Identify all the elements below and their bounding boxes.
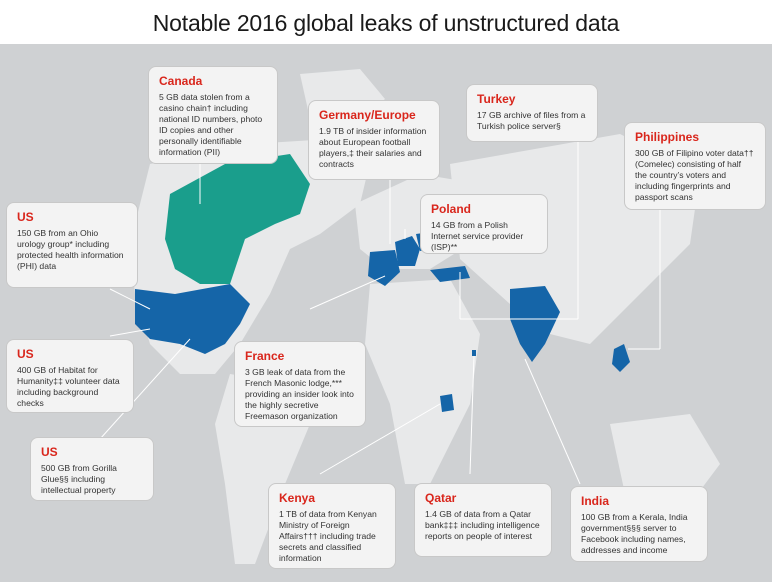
card-heading: US [17,210,34,224]
country-kenya [440,394,454,412]
card-heading: Qatar [425,491,457,505]
card-kenya [268,483,396,569]
card-body: 1 TB of data from Kenyan Ministry of Foreign Affairs††† including trade secrets and classified information [279,509,377,563]
card-heading: France [245,349,285,363]
card-heading: Turkey [477,92,516,106]
card-france [234,341,366,427]
card-heading: India [581,494,610,508]
country-turkey [430,266,470,282]
card-qatar [414,483,552,557]
land-africa [365,279,480,484]
country-qatar [472,350,476,356]
card-body: 14 GB from a Polish Internet service provider (ISP)** [431,220,524,252]
card-heading: Germany/Europe [319,108,416,122]
card-poland [420,194,548,254]
card-us-ohio [6,202,138,288]
card-philippines [624,122,766,210]
card-body: 1.9 TB of insider information about European football players,‡ their salaries and contracts [319,126,427,169]
card-body: 500 GB from Gorilla Glue§§ including intellectual property [41,463,117,495]
card-body: 300 GB of Filipino voter data†† (Comelec) consisting of half the country’s voters and including fingerprints and passport scans [635,148,754,202]
card-body: 150 GB from an Ohio urology group* including protected health information (PHI) data [17,228,124,271]
card-us-gorilla-glue [30,437,154,501]
card-heading: Canada [159,74,203,88]
card-heading: US [41,445,58,459]
card-body: 3 GB leak of data from the French Masonic lodge,*** providing an insider look into the highly secretive Freemason organization [245,367,354,421]
card-heading: US [17,347,34,361]
country-france [368,250,400,286]
card-us-habitat [6,339,134,413]
card-body: 17 GB archive of files from a Turkish police server§ [477,110,586,131]
page-title: Notable 2016 global leaks of unstructured data [152,10,620,36]
card-heading: Poland [431,202,472,216]
country-philippines [612,344,630,372]
card-body: 5 GB data stolen from a casino chain† including national ID numbers, photo ID copies and other personally identifiable information (PII) [159,92,263,157]
card-india [570,486,708,562]
card-heading: Kenya [279,491,316,505]
card-heading: Philippines [635,130,700,144]
card-canada [148,66,278,164]
card-body: 100 GB from a Kerala, India government§§§ server to Facebook including names, addresses and income [581,512,688,555]
card-turkey [466,84,598,142]
card-germany-europe [308,100,440,180]
card-body: 1.4 GB of data from a Qatar bank‡‡‡ including intelligence reports on people of interest [425,509,540,541]
card-body: 400 GB of Habitat for Humanity‡‡ volunteer data including background checks [17,365,120,408]
